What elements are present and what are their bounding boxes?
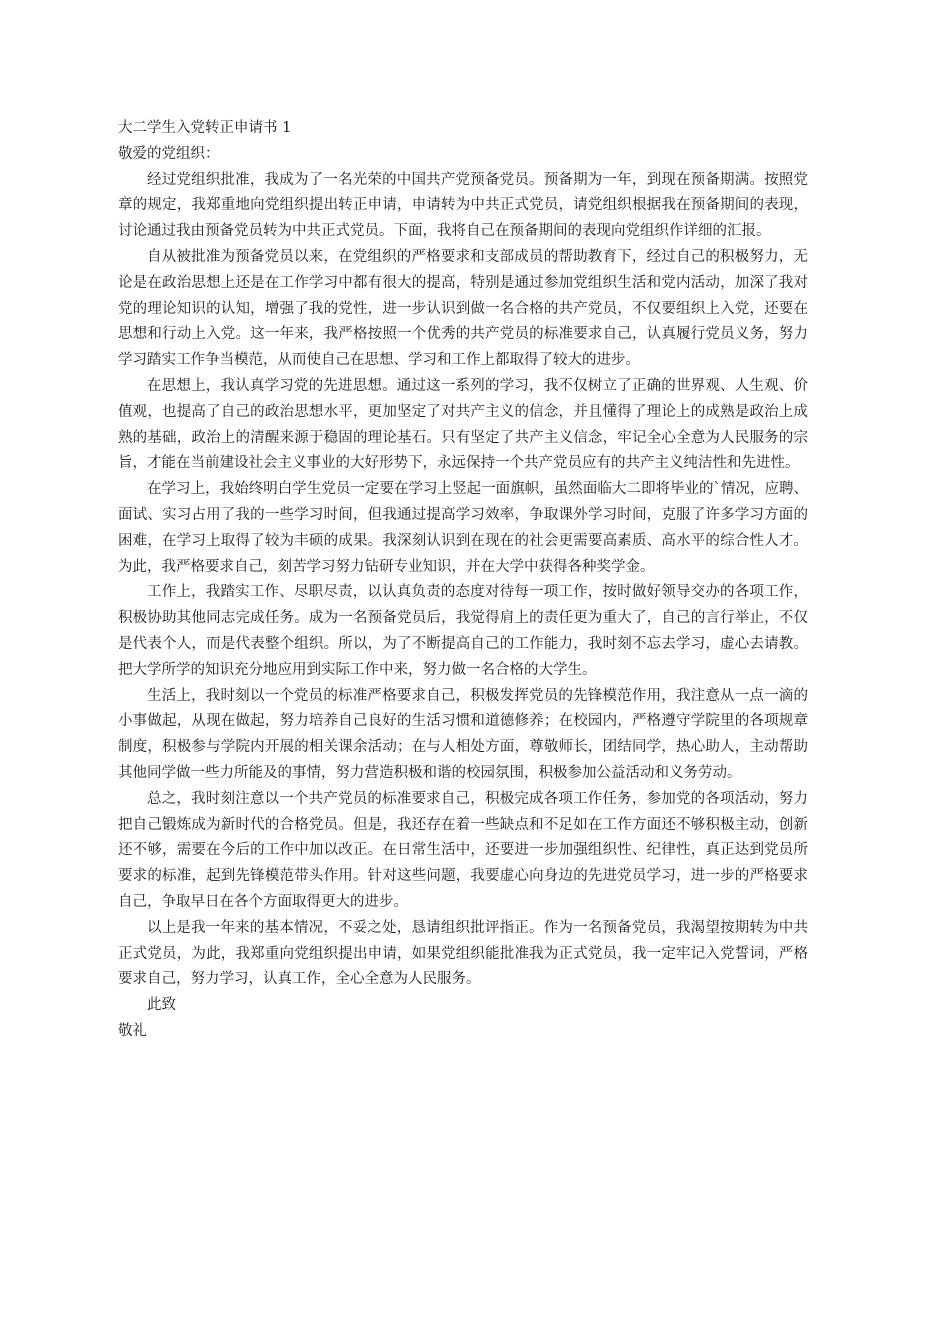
paragraph-conclusion: 以上是我一年来的基本情况，不妥之处，恳请组织批评指正。作为一名预备党员，我渴望按期转为中共正式党员，为此，我郑重向党组织提出申请，如果党组织能批准我为正式党员，我一定牢记入党誓词，严格要求自己，努力学习，认真工作，全心全意为人民服务。	[118, 919, 808, 988]
closing-salute: 此致	[147, 997, 176, 1014]
paragraph-life: 生活上，我时刻以一个党员的标准严格要求自己，积极发挥党员的先锋模范作用，我注意从一点一滴的小事做起，从现在做起，努力培养自己良好的生活习惯和道德修养；在校园内，严格遵守学院里的各项规章制度，积极参与学院内开展的相关课余活动；在与人相处方面，尊敬师长，团结同学，热心助人，主动帮助其他同学做一些力所能及的事情，努力营造积极和谐的校园氛围，积极参加公益活动和义务劳动。	[118, 687, 808, 781]
paragraph-study: 在学习上，我始终明白学生党员一定要在学习上竖起一面旗帜，虽然面临大二即将毕业的`情况，应聘、面试、实习占用了我的一些学习时间，但我通过提高学习效率，争取课外学习时间，克服了许多学习方面的困难，在学习上取得了较为丰硕的成果。我深刻认识到在现在的社会更需要高素质、高水平的综合性人才。为此，我严格要求自己，刻苦学习努力钻研专业知识，并在大学中获得各种奖学金。	[118, 481, 808, 575]
salutation: 敬爱的党组织：	[118, 145, 220, 162]
closing-regards: 敬礼	[118, 1022, 147, 1039]
paragraph-work: 工作上，我踏实工作、尽职尽责，以认真负责的态度对待每一项工作，按时做好领导交办的各项工作，积极协助其他同志完成任务。成为一名预备党员后，我觉得肩上的责任更为重大了，自己的言行举止，不仅是代表个人，而是代表整个组织。所以，为了不断提高自己的工作能力，我时刻不忘去学习，虚心去请教。把大学所学的知识充分地应用到实际工作中来，努力做一名合格的大学生。	[118, 584, 808, 678]
document-page	[118, 116, 808, 1045]
paragraph-summary: 总之，我时刻注意以一个共产党员的标准要求自己，积极完成各项工作任务，参加党的各项活动，努力把自己锻炼成为新时代的合格党员。但是，我还存在着一些缺点和不足如在工作方面还不够积极主动，创新还不够，需要在今后的工作中加以改正。在日常生活中，还要进一步加强组织性、纪律性，真正达到党员所要求的标准，起到先锋模范带头作用。针对这些问题，我要虚心向身边的先进党员学习，进一步的严格要求自己，争取早日在各个方面取得更大的进步。	[118, 790, 808, 910]
document-title: 大二学生入党转正申请书 1	[118, 120, 292, 136]
paragraph-ideology: 在思想上，我认真学习党的先进思想。通过这一系列的学习，我不仅树立了正确的世界观、人生观、价值观，也提高了自己的政治思想水平，更加坚定了对共产主义的信念，并且懂得了理论上的成熟是政治上成熟的基础，政治上的清醒来源于稳固的理论基石。只有坚定了共产主义信念，牢记全心全意为人民服务的宗旨，才能在当前建设社会主义事业的大好形势下，永远保持一个共产党员应有的共产主义纯洁性和先进性。	[118, 377, 808, 472]
paragraph-overview: 自从被批准为预备党员以来，在党组织的严格要求和支部成员的帮助教育下，经过自己的积极努力，无论是在政治思想上还是在工作学习中都有很大的提高，特别是通过参加党组织生活和党内活动，加深了我对党的理论知识的认知，增强了我的党性，进一步认识到做一名合格的共产党员，不仅要组织上入党，还要在思想和行动上入党。这一年来，我严格按照一个优秀的共产党员的标准要求自己，认真履行党员义务，努力学习踏实工作争当模范，从而使自己在思想、学习和工作上都取得了较大的进步。	[118, 248, 808, 369]
paragraph-intro: 经过党组织批准，我成为了一名光荣的中国共产党预备党员。预备期为一年，到现在预备期满。按照党章的规定，我郑重地向党组织提出转正申请，申请转为中共正式党员，请党组织根据我在预备期间的表现，讨论通过我由预备党员转为中共正式党员。下面，我将自己在预备期间的表现向党组织作详细的汇报。	[118, 171, 808, 240]
